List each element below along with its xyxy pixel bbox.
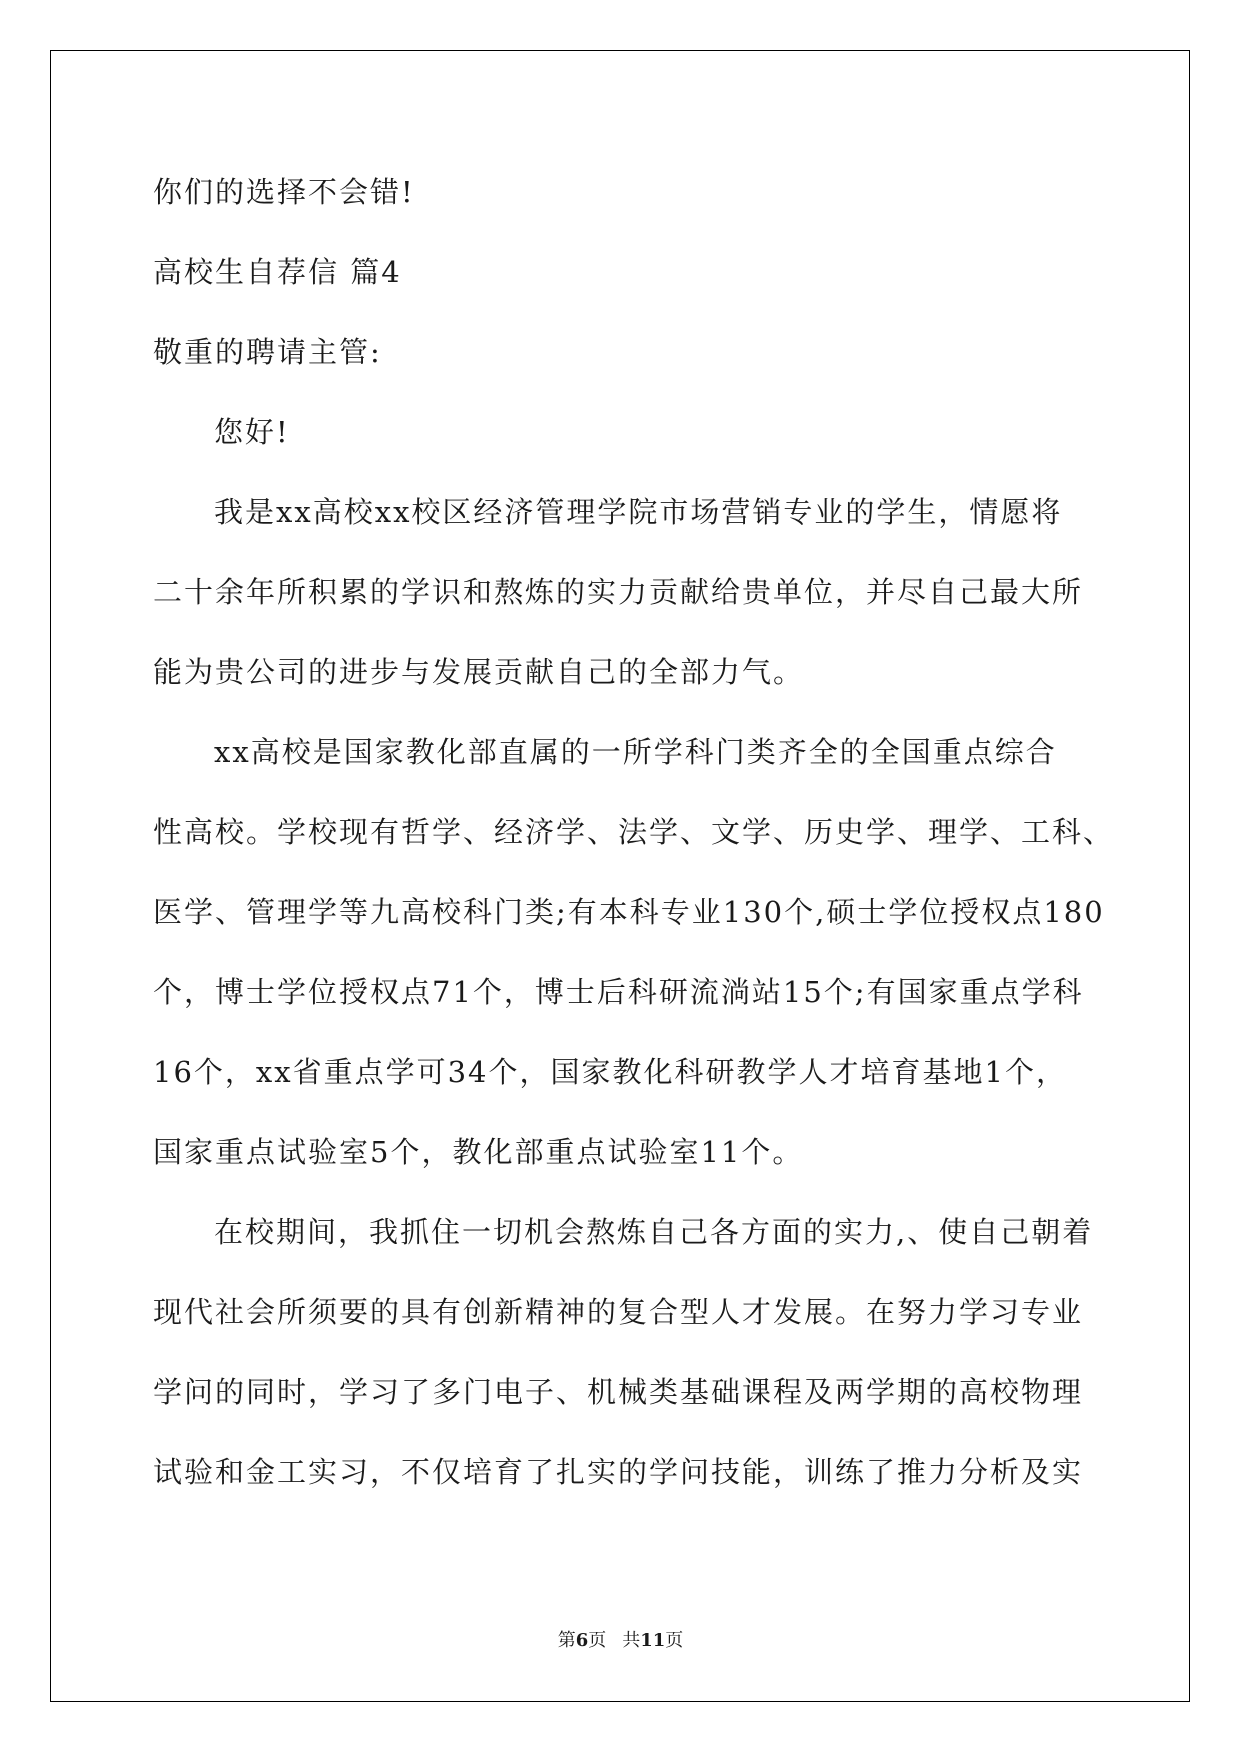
- text-line: 现代社会所须要的具有创新精神的复合型人才发展。在努力学习专业: [153, 1295, 1084, 1329]
- page-prefix: 第: [557, 1630, 576, 1651]
- text-line: xx高校是国家教化部直属的一所学科门类齐全的全国重点综合: [214, 735, 1057, 769]
- text-line: 试验和金工实习，不仅培育了扎实的学问技能，训练了推力分析及实: [153, 1455, 1084, 1489]
- text-line: 医学、管理学等九高校科门类;有本科专业130个,硕士学位授权点180: [153, 895, 1105, 929]
- page-number: 6: [575, 1630, 589, 1651]
- section-heading: 高校生自荐信 篇4: [153, 255, 402, 289]
- text-line: 在校期间，我抓住一切机会熬炼自己各方面的实力,、使自己朝着: [214, 1215, 1094, 1249]
- page-footer: [0, 1629, 1241, 1653]
- total-prefix: 共: [622, 1630, 641, 1651]
- text-line: 我是xx高校xx校区经济管理学院市场营销专业的学生，情愿将: [214, 495, 1063, 529]
- text-line: 个，博士学位授权点71个，博士后科研流淌站15个;有国家重点学科: [153, 975, 1084, 1009]
- text-line: 二十余年所积累的学识和熬炼的实力贡献给贵单位，并尽自己最大所: [153, 575, 1084, 609]
- text-line: 能为贵公司的进步与发展贡献自己的全部力气。: [153, 655, 805, 689]
- page-unit: 页: [588, 1630, 607, 1651]
- total-unit: 页: [665, 1630, 684, 1651]
- salutation: 敬重的聘请主管:: [153, 335, 382, 369]
- text-line: 性高校。学校现有哲学、经济学、法学、文学、历史学、理学、工科、: [153, 815, 1115, 849]
- greeting: 您好!: [214, 415, 290, 449]
- text-line: 16个，xx省重点学可34个，国家教化科研教学人才培育基地1个，: [153, 1055, 1067, 1089]
- text-line: 你们的选择不会错!: [153, 175, 415, 209]
- text-line: 学问的同时，学习了多门电子、机械类基础课程及两学期的高校物理: [153, 1375, 1084, 1409]
- text-line: 国家重点试验室5个，教化部重点试验室11个。: [153, 1135, 804, 1169]
- total-pages: 11: [640, 1630, 666, 1651]
